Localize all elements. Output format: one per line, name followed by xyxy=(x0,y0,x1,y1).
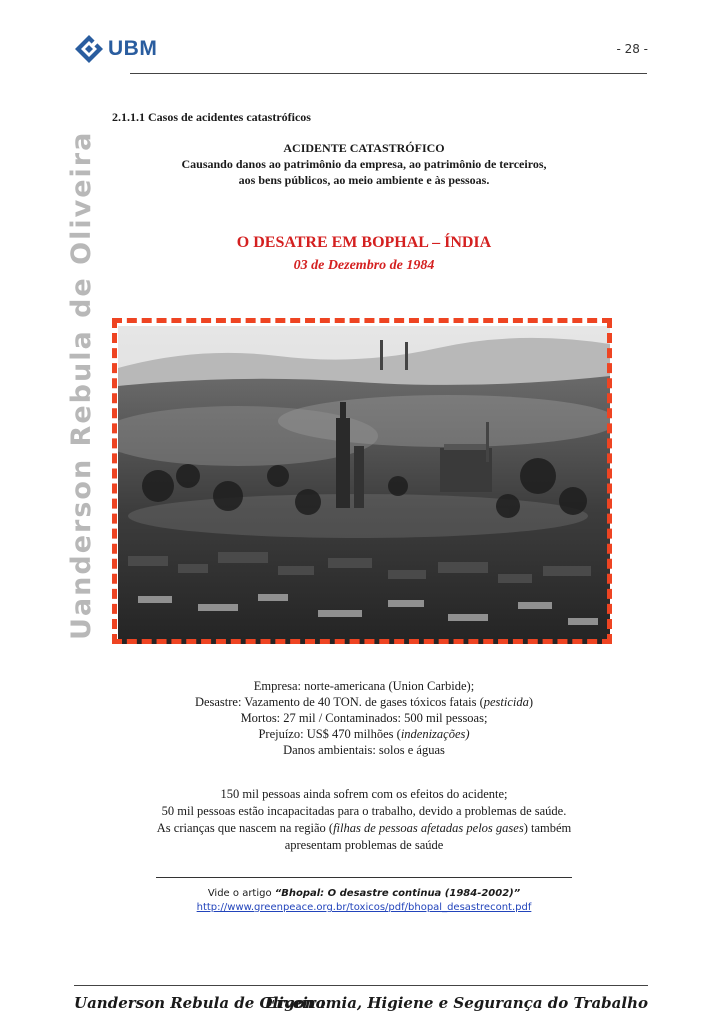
fact-disaster-italic: pesticida xyxy=(483,695,529,709)
footer-course: Ergonomia, Higiene e Segurança do Trabalho xyxy=(264,994,648,1012)
fact-deaths: Mortos: 27 mil / Contaminados: 500 mil pessoas; xyxy=(240,711,488,725)
fact-environment: Danos ambientais: solos e águas xyxy=(283,743,445,757)
fact-disaster xyxy=(0,694,728,710)
effects-line xyxy=(0,820,728,837)
header-divider xyxy=(130,73,647,74)
lasting-effects xyxy=(0,786,728,854)
article-line xyxy=(0,887,728,901)
ubm-diamond-logo-icon xyxy=(74,34,104,64)
fact-disaster-text: Desastre: Vazamento de 40 TON. de gases tóxicos fatais ( xyxy=(194,695,484,709)
footer-author: Uanderson Rebula de Oliveira xyxy=(74,994,326,1012)
fact-company: Empresa: norte-americana (Union Carbide); xyxy=(253,679,475,693)
effects-italic: filhas de pessoas afetadas pelos gases xyxy=(333,821,524,835)
article-prefix: Vide o artigo xyxy=(207,888,275,899)
fact-disaster-suffix: ) xyxy=(528,695,534,709)
article-divider xyxy=(156,877,572,878)
effects-line: 50 mil pessoas estão incapacitadas para o trabalho, devido a problemas de saúde. xyxy=(161,804,567,818)
photo-frame xyxy=(112,318,612,644)
article-link[interactable]: http://www.greenpeace.org.br/toxicos/pdf/bhopal_desastrecont.pdf xyxy=(196,902,532,913)
category-description-line: aos bens públicos, ao meio ambiente e às pessoas. xyxy=(238,173,490,187)
article-reference xyxy=(0,887,728,915)
article-title: “Bhopal: O desastre continua (1984-2002)” xyxy=(274,888,521,899)
author-watermark: Uanderson Rebula de Oliveira xyxy=(66,130,97,640)
article-url-line xyxy=(0,901,728,915)
event-title: O DESATRE EM BOPHAL – ÍNDIA xyxy=(236,234,492,251)
event-date: 03 de Dezembro de 1984 xyxy=(293,258,435,273)
category-description xyxy=(0,156,728,188)
disaster-facts xyxy=(0,678,728,758)
category-title: ACIDENTE CATASTRÓFICO xyxy=(283,141,445,155)
logo-text: UBM xyxy=(108,37,158,60)
category-description-line: Causando danos ao patrimônio da empresa, ao patrimônio de terceiros, xyxy=(181,157,547,171)
page-number: - 28 - xyxy=(616,42,648,56)
section-heading: 2.1.1.1 Casos de acidentes catastróficos xyxy=(112,110,311,124)
fact-loss-text: Prejuízo: US$ 470 milhões ( xyxy=(258,727,401,741)
effects-suffix: ) também xyxy=(523,821,572,835)
fact-loss-italic: indenizações) xyxy=(400,727,470,741)
fact-loss xyxy=(0,726,728,742)
effects-line: 150 mil pessoas ainda sofrem com os efeitos do acidente; xyxy=(220,787,508,801)
footer-divider xyxy=(74,985,648,986)
effects-text: As crianças que nascem na região ( xyxy=(156,821,334,835)
effects-line: apresentam problemas de saúde xyxy=(284,838,444,852)
header-logo xyxy=(74,34,157,64)
